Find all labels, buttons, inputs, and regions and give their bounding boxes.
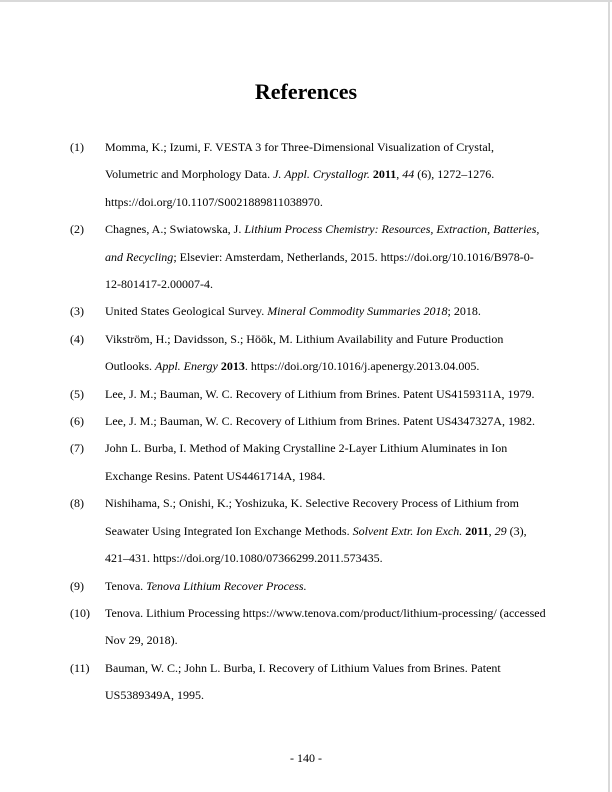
reference-text-segment: 2011 bbox=[465, 523, 489, 538]
reference-text bbox=[105, 408, 548, 435]
reference-text-segment: 29 bbox=[494, 523, 507, 538]
reference-text-segment: J. Appl. Crystallogr. bbox=[273, 167, 373, 182]
reference-item bbox=[70, 134, 548, 216]
reference-item bbox=[70, 216, 548, 298]
reference-item bbox=[70, 490, 548, 572]
page-number: - 140 - bbox=[290, 751, 322, 765]
reference-text-segment: ; Elsevier: Amsterdam, Netherlands, 2015. https://doi.org/10.1016/B978-0-12-801417-2.00007-4. bbox=[105, 249, 534, 292]
reference-text-segment: Lee, J. M.; Bauman, W. C. Recovery of Lithium from Brines. Patent US4159311A, 1979. bbox=[105, 386, 535, 401]
reference-text bbox=[105, 655, 548, 710]
reference-text-segment: , bbox=[396, 167, 403, 182]
reference-text-segment: John L. Burba, I. Method of Making Crystalline 2-Layer Lithium Aluminates in Ion Exchange Resins. Patent US4461714A, 1984. bbox=[105, 441, 508, 483]
reference-item bbox=[70, 655, 548, 710]
reference-text-segment: Tenova Lithium Recover Process. bbox=[146, 578, 307, 593]
reference-text-segment: Solvent Extr. Ion Exch. bbox=[352, 523, 466, 538]
reference-item bbox=[70, 298, 548, 325]
reference-text-segment: (3), 421–431. https://doi.org/10.1080/07366299.2011.573435. bbox=[105, 523, 527, 566]
reference-list bbox=[70, 134, 548, 710]
reference-text-segment: , bbox=[488, 523, 495, 538]
reference-number: (6) bbox=[70, 414, 84, 429]
reference-number: (10) bbox=[70, 605, 90, 620]
reference-number: (8) bbox=[70, 496, 84, 511]
reference-item bbox=[70, 381, 548, 408]
reference-text bbox=[105, 216, 548, 298]
reference-text-segment: Appl. Energy bbox=[155, 359, 221, 374]
reference-item bbox=[70, 326, 548, 381]
reference-item bbox=[70, 600, 548, 655]
reference-text-segment: Momma, K.; Izumi, F. VESTA 3 for Three-Dimensional Visualization of Crystal, Volumetric and Morphology Data. bbox=[105, 140, 494, 182]
reference-text bbox=[105, 490, 548, 572]
reference-text-segment: Tenova. bbox=[105, 578, 147, 593]
reference-text-segment: Tenova. Lithium Processing https://www.tenova.com/product/lithium-processing/ (accessed Nov 29, 2018). bbox=[105, 605, 546, 648]
reference-text bbox=[105, 326, 548, 381]
reference-number: (2) bbox=[70, 222, 84, 237]
reference-text-segment: Lithium Process Chemistry: Resources, Extraction, Batteries, and Recycling bbox=[105, 222, 540, 264]
reference-item bbox=[70, 573, 548, 600]
page-edge-right bbox=[608, 0, 610, 792]
reference-number: (4) bbox=[70, 331, 84, 346]
reference-text-segment: Vikström, H.; Davidsson, S.; Höök, M. Lithium Availability and Future Production Outlooks. bbox=[105, 331, 504, 374]
reference-number: (9) bbox=[70, 578, 84, 593]
reference-text-segment: United States Geological Survey. bbox=[105, 304, 268, 319]
page-edge-top bbox=[0, 0, 612, 2]
reference-number: (5) bbox=[70, 386, 84, 401]
reference-text-segment: 2011 bbox=[372, 167, 397, 182]
reference-text-segment: 2013 bbox=[220, 359, 245, 374]
reference-text-segment: 44 bbox=[402, 167, 415, 182]
reference-text-segment: Lee, J. M.; Bauman, W. C. Recovery of Lithium from Brines. Patent US4347327A, 1982. bbox=[105, 414, 535, 429]
reference-text-segment: . https://doi.org/10.1016/j.apenergy.2013.04.005. bbox=[244, 359, 480, 374]
reference-text bbox=[105, 134, 548, 216]
reference-text-segment: Nishihama, S.; Onishi, K.; Yoshizuka, K. Selective Recovery Process of Lithium from Seawater Using Integrated Ion Exchange Methods. bbox=[105, 496, 519, 538]
reference-text-segment: ; 2018. bbox=[447, 304, 481, 319]
reference-number: (3) bbox=[70, 304, 84, 319]
reference-item bbox=[70, 435, 548, 490]
reference-text bbox=[105, 435, 548, 490]
reference-text-segment: Chagnes, A.; Swiatowska, J. bbox=[105, 222, 245, 237]
reference-item bbox=[70, 408, 548, 435]
reference-number: (11) bbox=[70, 660, 90, 675]
page-title: References bbox=[254, 79, 358, 104]
reference-text bbox=[105, 600, 548, 655]
reference-text bbox=[105, 298, 548, 325]
reference-text bbox=[105, 381, 548, 408]
reference-text-segment: Bauman, W. C.; John L. Burba, I. Recovery of Lithium Values from Brines. Patent US5389349A, 1995. bbox=[105, 660, 501, 703]
reference-text bbox=[105, 573, 548, 600]
reference-number: (1) bbox=[70, 140, 84, 154]
reference-text-segment: (6), 1272–1276. https://doi.org/10.1107/S0021889811038970. bbox=[105, 167, 495, 209]
reference-number: (7) bbox=[70, 441, 84, 456]
reference-text-segment: Mineral Commodity Summaries 2018 bbox=[267, 304, 448, 319]
